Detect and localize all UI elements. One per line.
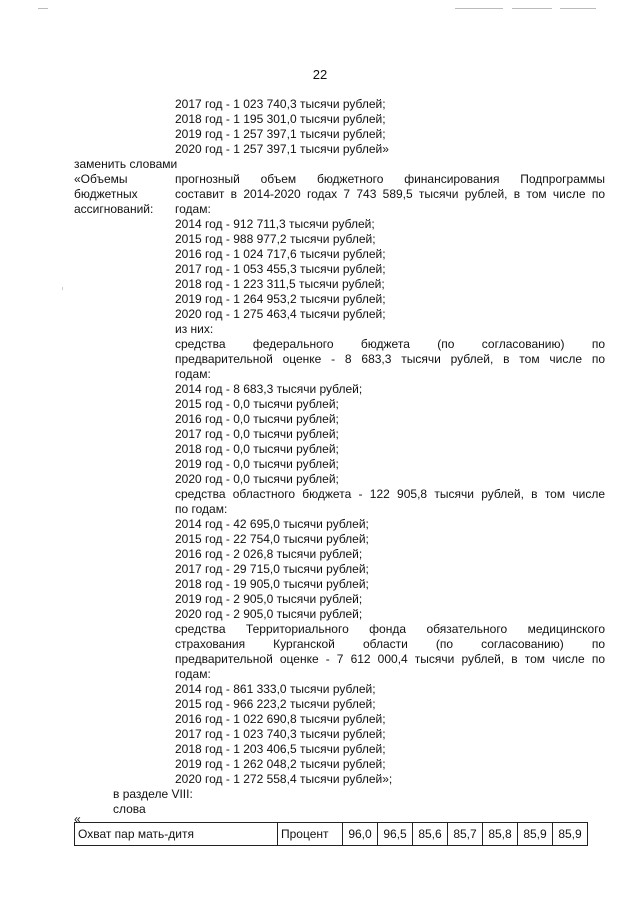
year-line: 2020 год - 2 905,0 тысячи рублей; — [175, 607, 363, 621]
year-line: 2018 год - 1 203 406,5 тысячи рублей; — [175, 742, 386, 756]
paragraph-line: предварительной оценке - 7 612 000,4 тысячи рублей, в том числе по — [175, 652, 605, 666]
year-line: 2020 год - 1 272 558,4 тысячи рублей»; — [175, 772, 393, 786]
year-line: 2020 год - 0,0 тысячи рублей; — [175, 472, 339, 486]
year-line: 2015 год - 988 977,2 тысячи рублей; — [175, 232, 376, 246]
year-line: 2014 год - 861 333,0 тысячи рублей; — [175, 682, 376, 696]
paragraph-line: страхования Курганской области (по согласованию) по — [175, 637, 605, 651]
year-line: 2019 год - 0,0 тысячи рублей; — [175, 457, 339, 471]
paragraph-line: составит в 2014-2020 годах 7 743 589,5 тысячи рублей, в том числе по — [175, 187, 605, 201]
text-line: 2017 год - 1 023 740,3 тысячи рублей; — [175, 97, 386, 111]
year-line: 2020 год - 1 275 463,4 тысячи рублей; — [175, 307, 386, 321]
scan-artifact — [62, 287, 63, 290]
year-line: 2018 год - 19 905,0 тысячи рублей; — [175, 577, 369, 591]
year-line: 2017 год - 1 053 455,3 тысячи рублей; — [175, 262, 386, 276]
label-line: бюджетных — [74, 187, 138, 201]
table-cell: 85,9 — [553, 823, 588, 846]
paragraph-line: средства областного бюджета - 122 905,8 тысячи рублей, в том числе — [175, 487, 605, 501]
paragraph-line: средства федерального бюджета (по согласованию) по — [175, 337, 605, 351]
paragraph-line: предварительной оценке - 8 683,3 тысячи рублей, в том числе по — [175, 352, 605, 366]
table-row — [75, 823, 588, 846]
scan-artifact — [512, 8, 552, 9]
year-line: 2016 год - 2 026,8 тысячи рублей; — [175, 547, 363, 561]
table-cell: 85,9 — [518, 823, 553, 846]
page-number: 22 — [312, 67, 328, 82]
indicator-table — [74, 822, 588, 846]
paragraph-line: по годам: — [175, 502, 228, 516]
paragraph-line: прогнозный объем бюджетного финансирования Подпрограммы — [175, 172, 605, 186]
of-them-line: из них: — [175, 322, 214, 336]
scan-artifact — [455, 8, 503, 9]
year-line: 2018 год - 0,0 тысячи рублей; — [175, 442, 339, 456]
year-line: 2015 год - 966 223,2 тысячи рублей; — [175, 697, 376, 711]
scan-artifact — [560, 8, 596, 9]
indicator-name: Охват пар мать-дитя — [75, 823, 278, 846]
table-cell: 85,8 — [483, 823, 518, 846]
year-line: 2018 год - 1 223 311,5 тысячи рублей; — [175, 277, 385, 291]
paragraph-line: годам: — [175, 367, 211, 381]
text-line: 2020 год - 1 257 397,1 тысячи рублей» — [175, 142, 389, 156]
year-line: 2014 год - 8 683,3 тысячи рублей; — [175, 382, 363, 396]
year-line: 2016 год - 0,0 тысячи рублей; — [175, 412, 339, 426]
year-line: 2016 год - 1 022 690,8 тысячи рублей; — [175, 712, 386, 726]
replace-instruction: заменить словами — [74, 157, 178, 171]
table-cell: 85,7 — [448, 823, 483, 846]
year-line: 2014 год - 912 711,3 тысячи рублей; — [175, 217, 375, 231]
paragraph-line: годам: — [175, 667, 211, 681]
table-cell: 85,6 — [413, 823, 448, 846]
section-line: в разделе VIII: — [113, 787, 193, 801]
table-cell: 96,5 — [378, 823, 413, 846]
year-line: 2014 год - 42 695,0 тысячи рублей; — [175, 517, 369, 531]
label-line: «Объемы — [74, 172, 128, 186]
words-line: слова — [113, 802, 146, 816]
text-line: 2019 год - 1 257 397,1 тысячи рублей; — [175, 127, 386, 141]
indicator-unit: Процент — [278, 823, 343, 846]
paragraph-line: средства Территориального фонда обязательного медицинского — [175, 622, 605, 636]
year-line: 2015 год - 22 754,0 тысячи рублей; — [175, 532, 369, 546]
year-line: 2017 год - 29 715,0 тысячи рублей; — [175, 562, 369, 576]
opening-quote: « — [74, 812, 81, 826]
year-line: 2019 год - 1 264 953,2 тысячи рублей; — [175, 292, 386, 306]
text-line: 2018 год - 1 195 301,0 тысячи рублей; — [175, 112, 386, 126]
label-line: ассигнований: — [74, 202, 154, 216]
paragraph-line: годам: — [175, 202, 211, 216]
year-line: 2015 год - 0,0 тысячи рублей; — [175, 397, 339, 411]
year-line: 2019 год - 1 262 048,2 тысячи рублей; — [175, 757, 386, 771]
year-line: 2016 год - 1 024 717,6 тысячи рублей; — [175, 247, 386, 261]
year-line: 2019 год - 2 905,0 тысячи рублей; — [175, 592, 363, 606]
scan-artifact — [38, 8, 48, 9]
year-line: 2017 год - 0,0 тысячи рублей; — [175, 427, 339, 441]
year-line: 2017 год - 1 023 740,3 тысячи рублей; — [175, 727, 386, 741]
table-cell: 96,0 — [343, 823, 378, 846]
